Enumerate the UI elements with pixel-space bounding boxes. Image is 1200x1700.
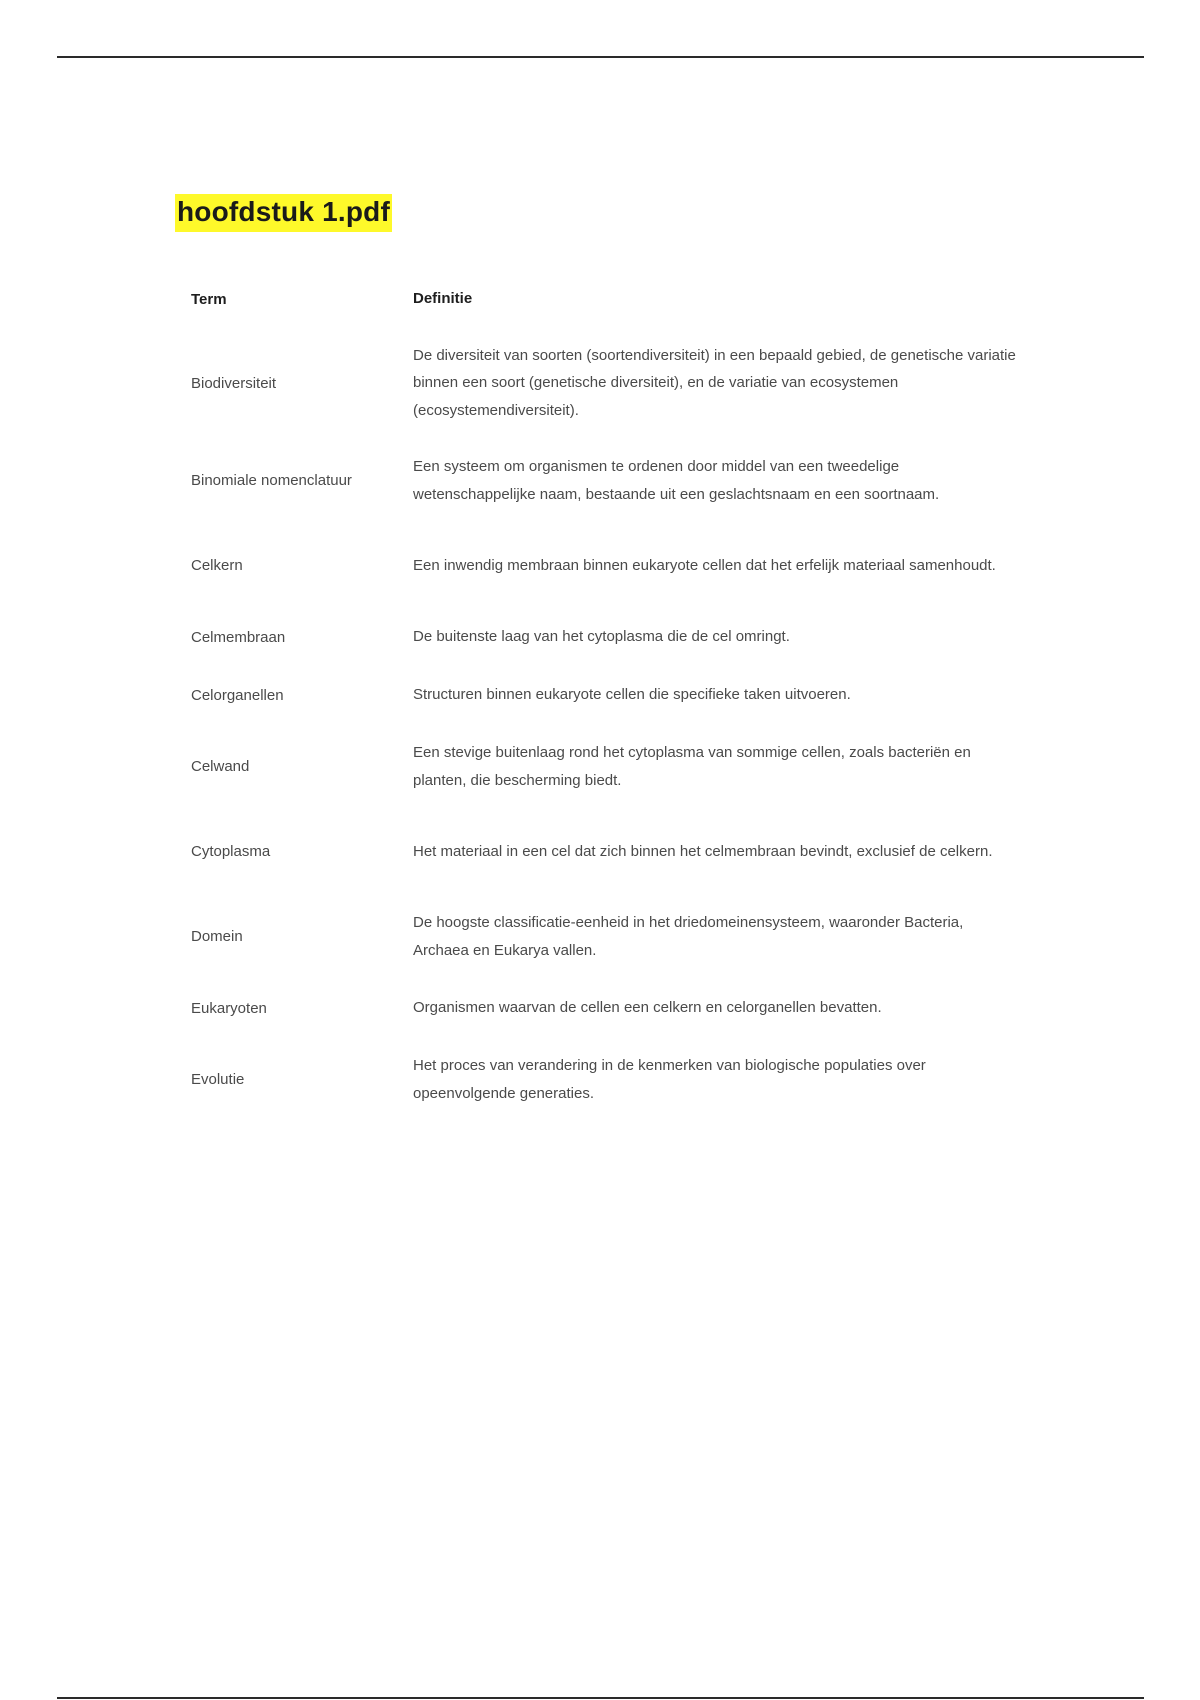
term-column-header: Term: [191, 290, 227, 308]
document-title: hoofdstuk 1.pdf: [175, 194, 392, 232]
term-cell: Biodiversiteit: [191, 374, 277, 392]
glossary-row: [191, 724, 1021, 809]
definition-cell: De buitenste laag van het cytoplasma die de cel omringt.: [413, 628, 790, 646]
glossary-row: [191, 438, 1021, 523]
glossary-row: [191, 328, 1021, 438]
glossary-row: [191, 523, 1021, 608]
bottom-rule: [57, 1697, 1144, 1699]
definition-cell: De hoogste classificatie-eenheid in het driedomeinensysteem, waaronder Bacteria, Archaea en Eukarya vallen.: [413, 914, 964, 959]
definition-column-header: Definitie: [413, 290, 473, 308]
term-cell: Celorganellen: [191, 686, 284, 704]
glossary-row: [191, 979, 1021, 1037]
term-cell: Binomiale nomenclatuur: [191, 472, 352, 489]
glossary-row: [191, 809, 1021, 894]
definition-cell: De diversiteit van soorten (soortendiversiteit) in een bepaald gebied, de genetische variatie binnen een soort (genetische diversiteit), en de variatie van ecosystemen (ecosystemendiversiteit).: [413, 346, 1016, 419]
definition-cell: Een stevige buitenlaag rond het cytoplasma van sommige cellen, zoals bacteriën en planten, die bescherming biedt.: [413, 744, 971, 789]
glossary-row: [191, 1037, 1021, 1122]
definition-cell: Een inwendig membraan binnen eukaryote cellen dat het erfelijk materiaal samenhoudt.: [413, 556, 996, 574]
definition-cell: Het materiaal in een cel dat zich binnen het celmembraan bevindt, exclusief de celkern.: [413, 842, 993, 860]
term-cell: Celkern: [191, 557, 243, 574]
term-cell: Evolutie: [191, 1071, 245, 1088]
term-cell: Domein: [191, 928, 243, 945]
definition-cell: Structuren binnen eukaryote cellen die specifieke taken uitvoeren.: [413, 686, 851, 704]
glossary-row: [191, 666, 1021, 724]
term-cell: Cytoplasma: [191, 843, 271, 860]
definition-cell: Het proces van verandering in de kenmerken van biologische populaties over opeenvolgende generaties.: [413, 1057, 926, 1102]
top-rule: [57, 56, 1144, 58]
term-cell: Celwand: [191, 758, 250, 775]
glossary-row: [191, 894, 1021, 979]
definition-cell: Een systeem om organismen te ordenen door middel van een tweedelige wetenschappelijke naam, bestaande uit een geslachtsnaam en een soortnaam.: [413, 458, 940, 503]
term-cell: Celmembraan: [191, 628, 286, 646]
term-cell: Eukaryoten: [191, 999, 267, 1017]
definition-cell: Organismen waarvan de cellen een celkern en celorganellen bevatten.: [413, 999, 882, 1017]
glossary-header-row: [191, 280, 1021, 318]
glossary-table: [191, 280, 1021, 1122]
glossary-row: [191, 608, 1021, 666]
